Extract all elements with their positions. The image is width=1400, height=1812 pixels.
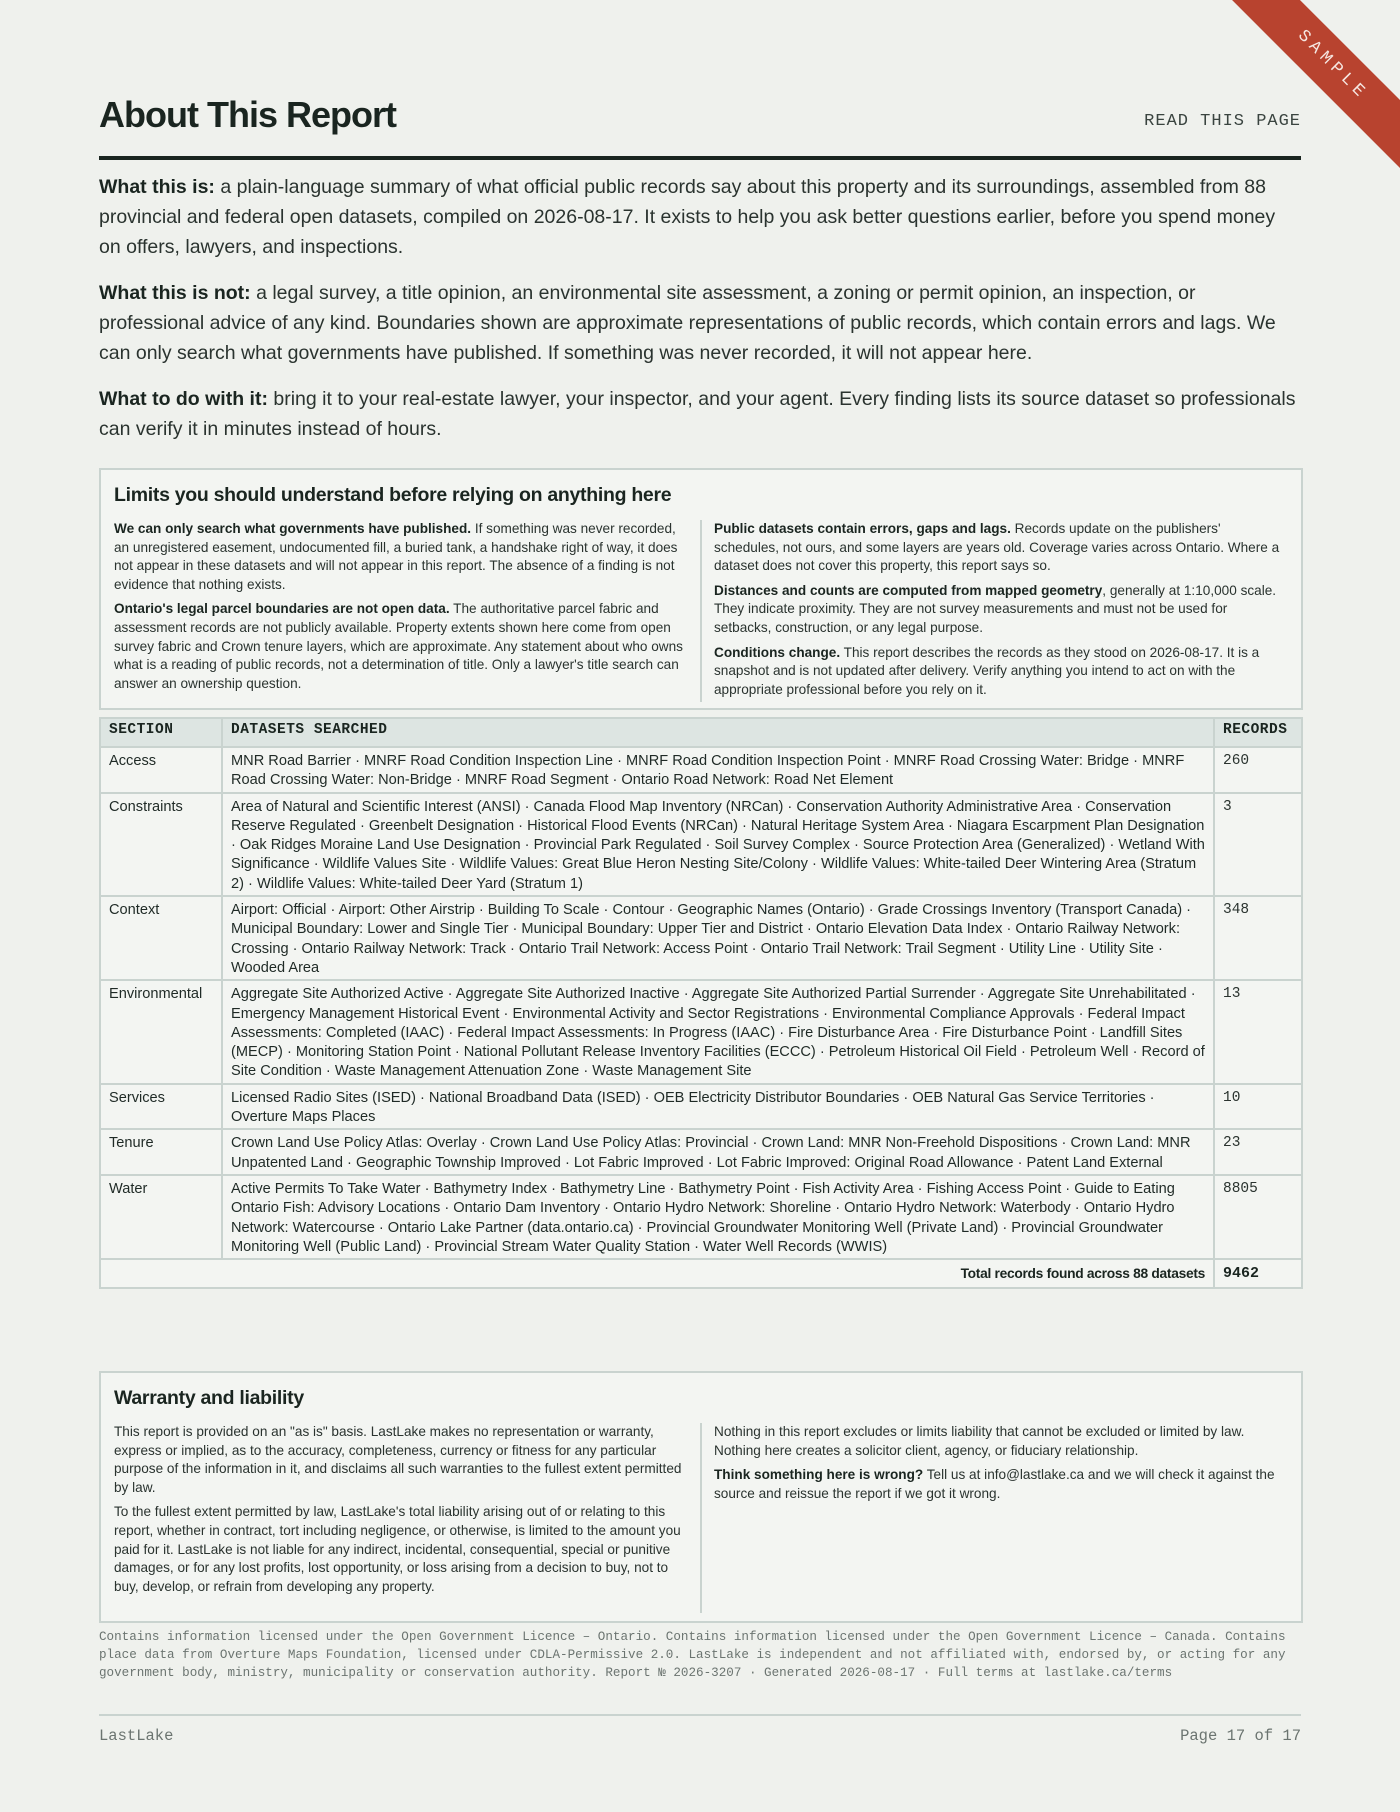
limits-label: Conditions change. bbox=[714, 644, 841, 660]
column-header-section: SECTION bbox=[100, 718, 222, 747]
limits-text: The authoritative parcel fabric and assessment records are not publicly available. Property extents shown here come from open survey fabric and Crown tenure layers, which are approximate. Any statement about who owns what is a reading of public records, not a determination of title. Only a lawyer's title search can answer an ownership question. bbox=[114, 601, 683, 691]
table-header-row bbox=[100, 718, 1302, 747]
limits-paragraph bbox=[114, 600, 688, 693]
warranty-left-column bbox=[114, 1423, 702, 1613]
limits-text: If something was never recorded, an unregistered easement, undocumented fill, a buried tank, a handshake right of way, it does not appear in these datasets and will not appear in this report. The absence of a finding is not evidence that nothing exists. bbox=[114, 521, 678, 592]
column-header-records: RECORDS bbox=[1214, 718, 1302, 747]
intro-text: a legal survey, a title opinion, an environmental site assessment, a zoning or permit opinion, an inspection, or professional advice of any kind. Boundaries shown are approximate representations of public records, which contain errors and lags. We can only search what governments have published. If something was never recorded, it will not appear here. bbox=[99, 282, 1276, 364]
limits-label: We can only search what governments have published. bbox=[114, 521, 472, 536]
footer-brand: LastLake bbox=[99, 1727, 174, 1745]
page-title: About This Report bbox=[99, 94, 396, 135]
datasets-cell: Airport: Official · Airport: Other Airstrip · Building To Scale · Contour · Geographic Names (Ontario) · Grade Crossings Inventory (Transport Canada) · Municipal Boundary: Lower and Single Tier · Municipal Boundary: Upper Tier and District · Ontario Elevation Data Index · Ontario Railway Network: Crossing · Ontario Railway Network: Track · Ontario Trail Network: Access Point · Ontario Trail Network: Trail Segment · Utility Line · Utility Site · Wooded Area bbox=[222, 896, 1214, 980]
table-row bbox=[100, 747, 1302, 793]
footer-divider bbox=[99, 1714, 1301, 1716]
intro-text: bring it to your real-estate lawyer, your inspector, and your agent. Every finding lists its source dataset so professionals can verify it in minutes instead of hours. bbox=[99, 388, 1296, 440]
datasets-cell: Active Permits To Take Water · Bathymetry Index · Bathymetry Line · Bathymetry Point · Fish Activity Area · Fishing Access Point · Guide to Eating Ontario Fish: Advisory Locations · Ontario Dam Inventory · Ontario Hydro Network: Shoreline · Ontario Hydro Network: Waterbody · Ontario Hydro Network: Watercourse · Ontario Lake Partner (data.ontario.ca) · Provincial Groundwater Monitoring Well (Private Land) · Provincial Groundwater Monitoring Well (Public Land) · Provincial Stream Water Quality Station · Water Well Records (WWIS) bbox=[222, 1175, 1214, 1259]
warranty-label: Think something here is wrong? bbox=[714, 1467, 924, 1483]
records-cell: 23 bbox=[1214, 1129, 1302, 1175]
limits-label: Ontario's legal parcel boundaries are not open data. bbox=[114, 601, 450, 617]
intro-label: What this is: bbox=[99, 176, 215, 198]
intro-label: What this is not: bbox=[99, 282, 251, 304]
column-header-datasets: DATASETS SEARCHED bbox=[222, 718, 1214, 747]
intro-what-this-is-not bbox=[99, 278, 1301, 368]
limits-text: This report describes the records as they stood on 2026-08-17. It is a snapshot and is not updated after delivery. Verify anything you intend to act on with the appropriate professional before you rely on it. bbox=[714, 644, 1260, 697]
intro-what-to-do bbox=[99, 384, 1301, 444]
limits-text: Records update on the publishers' schedules, not ours, and some layers are years old. Coverage varies across Ontario. Where a dataset does not cover this property, this report says so. bbox=[714, 521, 1280, 574]
limits-columns bbox=[114, 520, 1288, 702]
datasets-cell: Licensed Radio Sites (ISED) · National Broadband Data (ISED) · OEB Electricity Distributor Boundaries · OEB Natural Gas Service Territories · Overture Maps Places bbox=[222, 1084, 1214, 1130]
warranty-title: Warranty and liability bbox=[114, 1387, 304, 1409]
intro-text: a plain-language summary of what official public records say about this property and its surroundings, assembled from 88 provincial and federal open datasets, compiled on 2026-08-17. It exists to help you ask better questions earlier, before you spend money on offers, lawyers, and inspections. bbox=[99, 176, 1276, 258]
section-cell: Constraints bbox=[100, 793, 222, 896]
limits-right-column bbox=[702, 520, 1288, 702]
section-cell: Services bbox=[100, 1084, 222, 1130]
section-cell: Tenure bbox=[100, 1129, 222, 1175]
intro-label: What to do with it: bbox=[99, 388, 268, 410]
warranty-text: Tell us at info@lastlake.ca and we will check it against the source and reissue the report if we got it wrong. bbox=[714, 1467, 1275, 1501]
limits-title: Limits you should understand before relying on anything here bbox=[114, 484, 672, 506]
records-cell: 10 bbox=[1214, 1084, 1302, 1130]
limits-label: Distances and counts are computed from mapped geometry bbox=[714, 582, 1103, 598]
table-row bbox=[100, 1084, 1302, 1130]
warranty-paragraph: This report is provided on an "as is" basis. LastLake makes no representation or warranty, express or implied, as to the accuracy, completeness, currency or fitness for any particular purpose of the information in it, and disclaims all such warranties to the fullest extent permitted by law. bbox=[114, 1424, 682, 1495]
limits-box bbox=[99, 468, 1303, 710]
sample-ribbon: SAMPLE bbox=[1230, 0, 1400, 170]
section-cell: Access bbox=[100, 747, 222, 793]
datasets-cell: Area of Natural and Scientific Interest (ANSI) · Canada Flood Map Inventory (NRCan) · Conservation Authority Administrative Area · Conservation Reserve Regulated · Greenbelt Designation · Historical Flood Events (NRCan) · Natural Heritage System Area · Niagara Escarpment Plan Designation · Oak Ridges Moraine Land Use Designation · Provincial Park Regulated · Soil Survey Complex · Source Protection Area (Generalized) · Wetland With Significance · Wildlife Values Site · Wildlife Values: Great Blue Heron Nesting Site/Colony · Wildlife Values: White-tailed Deer Wintering Area (Stratum 2) · Wildlife Values: White-tailed Deer Yard (Stratum 1) bbox=[222, 793, 1214, 896]
records-cell: 8805 bbox=[1214, 1175, 1302, 1259]
table-row bbox=[100, 980, 1302, 1083]
limits-label: Public datasets contain errors, gaps and lags. bbox=[714, 521, 1011, 536]
page-number: Page 17 of 17 bbox=[1180, 1727, 1301, 1745]
licence-notice: Contains information licensed under the Open Government Licence – Ontario. Contains information licensed under the Open Government Licence – Canada. Contains place data from Overture Maps Foundation, licensed under CDLA-Permissive 2.0. LastLake is independent and not affiliated with, endorsed by, or acting for any government body, ministry, municipality or conservation authority. Report № 2026-3207 · Generated 2026-08-17 · Full terms at lastlake.ca/terms bbox=[99, 1630, 1286, 1680]
limits-paragraph bbox=[714, 520, 1288, 576]
limits-text: , generally at 1:10,000 scale. They indicate proximity. They are not survey measurements and must not be used for setbacks, construction, or any legal purpose. bbox=[714, 582, 1277, 635]
warranty-box bbox=[99, 1371, 1303, 1623]
limits-paragraph bbox=[114, 520, 688, 594]
table-total-row bbox=[100, 1259, 1302, 1288]
records-cell: 348 bbox=[1214, 896, 1302, 980]
intro-what-this-is bbox=[99, 172, 1301, 262]
table-row bbox=[100, 1175, 1302, 1259]
datasets-table bbox=[99, 717, 1303, 1289]
warranty-paragraph: To the fullest extent permitted by law, LastLake's total liability arising out of or relating to this report, whether in contract, tort including negligence, or otherwise, is limited to the amount you paid for it. LastLake is not liable for any indirect, incidental, consequential, special or punitive damages, or for any lost profits, lost opportunity, or loss arising from a decision to buy, not to buy, develop, or refrain from developing any property. bbox=[114, 1504, 681, 1594]
table-row bbox=[100, 896, 1302, 980]
warranty-paragraph: Nothing in this report excludes or limits liability that cannot be excluded or limited by law. Nothing here creates a solicitor client, agency, or fiduciary relationship. bbox=[714, 1424, 1245, 1458]
total-records-value: 9462 bbox=[1214, 1259, 1302, 1288]
records-cell: 3 bbox=[1214, 793, 1302, 896]
section-cell: Water bbox=[100, 1175, 222, 1259]
records-cell: 13 bbox=[1214, 980, 1302, 1083]
limits-left-column bbox=[114, 520, 702, 702]
datasets-cell: Aggregate Site Authorized Active · Aggregate Site Authorized Inactive · Aggregate Site Authorized Partial Surrender · Aggregate Site Unrehabilitated · Emergency Management Historical Event · Environmental Activity and Sector Registrations · Environmental Compliance Approvals · Federal Impact Assessments: Completed (IAAC) · Federal Impact Assessments: In Progress (IAAC) · Fire Disturbance Area · Fire Disturbance Point · Landfill Sites (MECP) · Monitoring Station Point · National Pollutant Release Inventory Facilities (ECCC) · Petroleum Historical Oil Field · Petroleum Well · Record of Site Condition · Waste Management Attenuation Zone · Waste Management Site bbox=[222, 980, 1214, 1083]
limits-paragraph bbox=[714, 644, 1288, 700]
warranty-columns bbox=[114, 1423, 1288, 1613]
table-row bbox=[100, 1129, 1302, 1175]
datasets-cell: Crown Land Use Policy Atlas: Overlay · Crown Land Use Policy Atlas: Provincial · Crown Land: MNR Non-Freehold Dispositions · Crown Land: MNR Unpatented Land · Geographic Township Improved · Lot Fabric Improved · Lot Fabric Improved: Original Road Allowance · Patent Land External bbox=[222, 1129, 1214, 1175]
warranty-paragraph bbox=[714, 1466, 1288, 1503]
section-cell: Context bbox=[100, 896, 222, 980]
read-this-page-tag: READ THIS PAGE bbox=[1144, 112, 1301, 131]
limits-paragraph bbox=[714, 582, 1288, 638]
records-cell: 260 bbox=[1214, 747, 1302, 793]
page-header bbox=[99, 94, 1301, 160]
intro-section bbox=[99, 172, 1301, 460]
warranty-right-column bbox=[702, 1423, 1288, 1613]
datasets-cell: MNR Road Barrier · MNRF Road Condition Inspection Line · MNRF Road Condition Inspection Point · MNRF Road Crossing Water: Bridge · MNRF Road Crossing Water: Non-Bridge · MNRF Road Segment · Ontario Road Network: Road Net Element bbox=[222, 747, 1214, 793]
table-row bbox=[100, 793, 1302, 896]
total-records-label: Total records found across 88 datasets bbox=[100, 1259, 1214, 1288]
section-cell: Environmental bbox=[100, 980, 222, 1083]
